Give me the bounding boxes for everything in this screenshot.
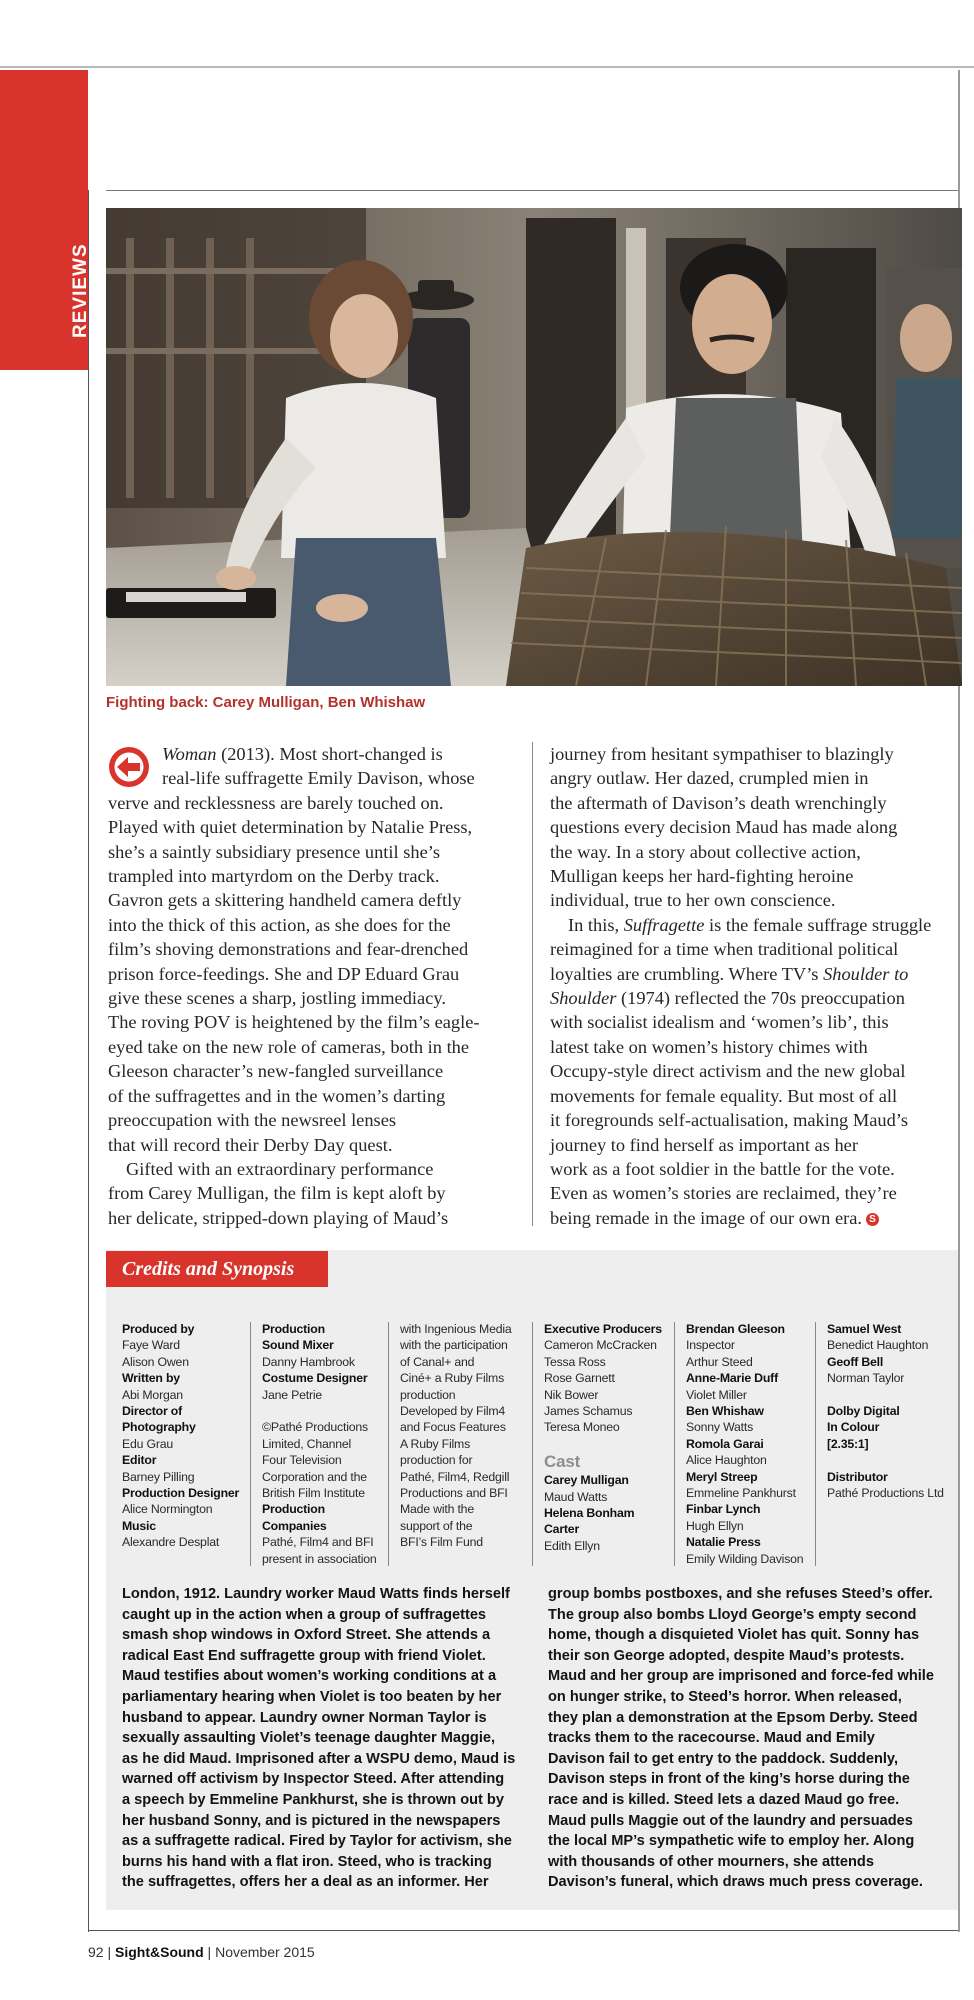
credits-name: British Film Institute [262, 1486, 365, 1501]
credits-name: Danny Hambrook [262, 1354, 355, 1369]
credits-name: Made with the [400, 1502, 474, 1517]
credits-role: Helena Bonham [544, 1506, 635, 1521]
credits-divider [532, 1322, 533, 1566]
photo-caption: Fighting back: Carey Mulligan, Ben Whishaw [106, 694, 426, 711]
credits-role: Carey Mulligan [544, 1473, 629, 1488]
article-line: work as a foot soldier in the battle for the vote. [550, 1158, 895, 1179]
credits-role: [2.35:1] [827, 1436, 869, 1451]
article-line: of the suffragettes and in the women’s darting [108, 1085, 446, 1106]
article-line: real-life suffragette Emily Davison, whose [162, 768, 475, 789]
article-line [550, 1206, 960, 1230]
credits-role: Carter [544, 1522, 580, 1537]
credits-role: Samuel West [827, 1322, 902, 1336]
synopsis-line: burns his hand with a flat iron. Steed, who is tracking [122, 1853, 492, 1870]
synopsis-line: husband to appear. Laundry owner Norman Taylor is [122, 1709, 487, 1726]
article-line: Gavron gets a skittering handheld camera deftly [108, 890, 462, 911]
article-line: angry outlaw. Her dazed, crumpled mien in [550, 768, 869, 789]
synopsis-line: tracks them to the racecourse. Maud and Emily [548, 1730, 875, 1747]
synopsis-line: her husband Sonny, and is pictured in the newspapers [122, 1812, 501, 1829]
article-line: she’s a saintly subsidiary presence until she’s [108, 841, 440, 862]
page-footer [88, 1944, 315, 1960]
article-line: from Carey Mulligan, the film is kept aloft by [108, 1183, 446, 1204]
synopsis-line: London, 1912. Laundry worker Maud Watts finds herself [122, 1586, 510, 1602]
article-last-line: being remade in the image of our own era. [550, 1207, 863, 1228]
credits-role: Music [122, 1518, 156, 1533]
credits-name: Norman Taylor [827, 1371, 905, 1386]
credits-name: with Ingenious Media [400, 1322, 512, 1336]
credits-name: Benedict Haughton [827, 1338, 929, 1353]
credits-role: Brendan Gleeson [686, 1322, 785, 1336]
footer-separator: | [207, 1944, 212, 1960]
credits-spacer [262, 1403, 394, 1419]
credits-name: Alice Haughton [686, 1453, 767, 1468]
film-still-photo [106, 208, 962, 686]
article-line: Shoulder (1974) reflected the 70s preoccupation [550, 988, 905, 1009]
magazine-name: Sight&Sound [115, 1944, 204, 1960]
top-rule [0, 66, 974, 68]
credits-role: Romola Garai [686, 1436, 764, 1451]
credits-divider [674, 1322, 675, 1566]
credits-role: Anne-Marie Duff [686, 1371, 778, 1386]
credits-role: Sound Mixer [262, 1338, 334, 1353]
credits-role: Editor [122, 1453, 157, 1468]
end-of-article-icon: S [866, 1213, 879, 1226]
article-line: preoccupation with the newsreel lenses [108, 1110, 397, 1131]
credits-name: Violet Miller [686, 1387, 747, 1402]
synopsis-line: Davison fail to get entry to the paddock. Suddenly, [548, 1750, 899, 1767]
article-line: trampled into martyrdom on the Derby track. [108, 866, 440, 887]
credits-role: Production [262, 1502, 325, 1517]
credits-column-1 [122, 1321, 254, 1551]
article-line: individual, true to her own conscience. [550, 890, 836, 911]
synopsis-line: on hunger strike, to Steed’s horror. When released, [548, 1688, 902, 1705]
credits-role: Produced by [122, 1322, 195, 1336]
synopsis-line: parliamentary hearing when Violet is too beaten by her [122, 1688, 502, 1705]
synopsis-column-right [548, 1584, 948, 1893]
article-line: Occupy-style direct activism and the new global [550, 1061, 906, 1082]
credits-name: with the participation [400, 1338, 508, 1353]
issue-date: November 2015 [215, 1944, 315, 1960]
synopsis-line: they plan a demonstration at the Epsom Derby. Steed [548, 1709, 918, 1726]
synopsis-line: sexually assaulting Violet’s teenage daughter Maggie, [122, 1730, 496, 1747]
credits-name: Inspector [686, 1338, 735, 1353]
credits-name: Four Television [262, 1453, 342, 1468]
credits-name: Barney Pilling [122, 1469, 195, 1484]
article-line: Woman (2013). Most short-changed is [162, 744, 443, 764]
article-line: the way. In a story about collective action, [550, 841, 861, 862]
credits-name: Limited, Channel [262, 1436, 352, 1451]
credits-role: Ben Whishaw [686, 1404, 764, 1419]
credits-name: Jane Petrie [262, 1387, 323, 1402]
credits-name: Ciné+ a Ruby Films [400, 1371, 505, 1386]
synopsis-column-left [122, 1584, 522, 1893]
synopsis-line: with thousands of other mourners, she attends [548, 1853, 874, 1870]
article-line: Gleeson character’s new-fangled surveillance [108, 1061, 444, 1082]
article-line: journey to find herself as important as her [550, 1134, 858, 1155]
credits-name: Productions and BFI [400, 1486, 508, 1501]
credits-role: Executive Producers [544, 1322, 662, 1336]
article-column-left [108, 742, 514, 1230]
credits-divider [250, 1322, 251, 1566]
article-line: film’s shoving demonstrations and fear-drenched [108, 939, 469, 960]
article-line: into the thick of this action, as she does for the [108, 914, 451, 935]
credits-name: Alexandre Desplat [122, 1535, 220, 1550]
credits-name: Edith Ellyn [544, 1538, 600, 1553]
credits-spacer [827, 1452, 959, 1468]
film-still-illustration [106, 208, 962, 686]
synopsis-line: The group also bombs Lloyd George’s empty second [548, 1606, 917, 1623]
credits-spacer [544, 1436, 676, 1452]
article-line: Played with quiet determination by Natalie Press, [108, 817, 473, 838]
synopsis-line: warned off activism by Inspector Steed. After attending [122, 1771, 505, 1788]
left-margin-rule [88, 190, 89, 1932]
credits-name: Tessa Ross [544, 1354, 606, 1369]
article-line: prison force-feedings. She and DP Eduard Grau [108, 963, 460, 984]
synopsis-line: home, though a disquieted Violet has quit. Sonny has [548, 1627, 920, 1644]
credits-name: Alison Owen [122, 1354, 189, 1369]
article-line: reimagined for a time when traditional political [550, 939, 899, 960]
synopsis-line: race and is killed. Steed lets a dazed Maud go free. [548, 1791, 900, 1808]
credits-role: Companies [262, 1518, 327, 1533]
credits-role: Finbar Lynch [686, 1502, 761, 1517]
credits-role: Written by [122, 1371, 180, 1386]
article-line: give these scenes a sharp, jostling immediacy. [108, 988, 446, 1009]
synopsis-line: Davison’s funeral, which draws much press coverage. [548, 1874, 923, 1891]
synopsis-line: radical East End suffragette group with friend Violet. [122, 1647, 486, 1664]
credits-name: Pathé, Film4 and BFI [262, 1535, 374, 1550]
credits-role: Distributor [827, 1469, 888, 1484]
credits-name: Emmeline Pankhurst [686, 1486, 796, 1501]
article-column-right [550, 742, 960, 1230]
credits-name: Rose Garnett [544, 1371, 615, 1386]
credits-name: Edu Grau [122, 1436, 174, 1451]
synopsis-line: as he did Maud. Imprisoned after a WSPU demo, Maud is [122, 1750, 516, 1767]
synopsis-line: Maud testifies about women’s working conditions at a [122, 1668, 497, 1685]
credits-name: present in association [262, 1551, 377, 1566]
credits-name: Faye Ward [122, 1338, 180, 1353]
article-line: verve and recklessness are barely touched on. [108, 792, 444, 813]
credits-divider [815, 1322, 816, 1566]
credits-name: A Ruby Films [400, 1436, 471, 1451]
synopsis-line: the suffragettes, offers her a deal as an informer. Her [122, 1874, 489, 1891]
credits-name: production [400, 1387, 456, 1402]
credits-role: Production [262, 1322, 325, 1336]
article-line: questions every decision Maud has made along [550, 817, 898, 838]
credits-name: Teresa Moneo [544, 1420, 620, 1435]
synopsis-line: their son George adopted, despite Maud’s protests. [548, 1647, 905, 1664]
synopsis-line: as a suffragette radical. Fired by Taylor for activism, she [122, 1833, 512, 1850]
credits-name: Sonny Watts [686, 1420, 754, 1435]
article-line: journey from hesitant sympathiser to blazingly [550, 744, 894, 764]
article-line: the aftermath of Davison’s death wrenchingly [550, 792, 887, 813]
synopsis-line: smash shop windows in Oxford Street. She attends a [122, 1627, 491, 1644]
credits-role: In Colour [827, 1420, 880, 1435]
credits-name: James Schamus [544, 1404, 633, 1419]
credits-name: Hugh Ellyn [686, 1518, 744, 1533]
column-divider [532, 742, 533, 1226]
synopsis-line: caught up in the action when a group of suffragettes [122, 1606, 487, 1623]
article-line: In this, Suffragette is the female suffrage struggle [568, 914, 932, 935]
credits-name: Nik Bower [544, 1387, 599, 1402]
article-line: it foregrounds self-actualisation, making Maud’s [550, 1110, 909, 1131]
credits-name: of Canal+ and [400, 1354, 475, 1369]
synopsis-line: a speech by Emmeline Pankhurst, she is thrown out by [122, 1791, 504, 1808]
article-line: with socialist idealism and ‘women’s lib’, this [550, 1012, 889, 1033]
credits-name: BFI’s Film Fund [400, 1535, 483, 1550]
page-number: 92 [88, 1944, 104, 1960]
article-line: Mulligan keeps her hard-fighting heroine [550, 866, 854, 887]
credits-name: Pathé Productions Ltd [827, 1486, 944, 1501]
article-line: latest take on women’s history chimes with [550, 1036, 868, 1057]
synopsis-line: Davison steps in front of the king’s horse during the [548, 1771, 910, 1788]
credits-name: Pathé, Film4, Redgill [400, 1469, 510, 1484]
credits-role: Production Designer [122, 1486, 240, 1501]
credits-name: Abi Morgan [122, 1387, 183, 1402]
credits-section-heading: Cast [544, 1452, 581, 1472]
article-line: that will record their Derby Day quest. [108, 1134, 393, 1155]
bottom-rule [88, 1930, 958, 1931]
credits-name: Corporation and the [262, 1469, 367, 1484]
credits-column-2 [262, 1321, 394, 1567]
credits-column-5 [686, 1321, 818, 1567]
article-line: Even as women’s stories are reclaimed, they’re [550, 1183, 897, 1204]
credits-column-6 [827, 1321, 959, 1501]
credits-column-4 [544, 1321, 676, 1554]
credits-column-3 [400, 1321, 532, 1551]
credits-name: and Focus Features [400, 1420, 506, 1435]
credits-role: Costume Designer [262, 1371, 368, 1386]
article-line: eyed take on the new role of cameras, both in the [108, 1036, 470, 1057]
credits-name: Emily Wilding Davison [686, 1551, 804, 1566]
synopsis-line: Maud pulls Maggie out of the laundry and persuades [548, 1812, 913, 1829]
credits-name: Developed by Film4 [400, 1404, 506, 1419]
article-line: loyalties are crumbling. Where TV’s Shoulder to [550, 963, 909, 984]
synopsis-line: Maud and her group are imprisoned and force-fed while [548, 1668, 934, 1685]
synopsis-line: group bombs postboxes, and she refuses Steed’s offer. [548, 1586, 933, 1602]
article-line: Gifted with an extraordinary performance [126, 1158, 434, 1179]
footer-separator: | [107, 1944, 112, 1960]
credits-divider [388, 1322, 389, 1566]
credits-name: Maud Watts [544, 1489, 608, 1504]
credits-role: Geoff Bell [827, 1354, 884, 1369]
credits-name: Arthur Steed [686, 1354, 753, 1369]
credits-name: production for [400, 1453, 473, 1468]
header-rule [106, 190, 958, 191]
credits-role: Photography [122, 1420, 196, 1435]
credits-name: ©Pathé Productions [262, 1420, 368, 1435]
section-label: REVIEWS [70, 243, 91, 338]
credits-heading: Credits and Synopsis [106, 1251, 328, 1287]
credits-role: Natalie Press [686, 1535, 761, 1550]
article-line: her delicate, stripped-down playing of Maud’s [108, 1207, 449, 1228]
section-tab [0, 70, 91, 370]
credits-role: Meryl Streep [686, 1469, 758, 1484]
credits-role: Director of [122, 1404, 182, 1419]
credits-role: Dolby Digital [827, 1404, 900, 1419]
article-line: The roving POV is heightened by the film’s eagle- [108, 1012, 480, 1033]
credits-name: Alice Normington [122, 1502, 213, 1517]
article-line: movements for female equality. But most of all [550, 1085, 898, 1106]
synopsis-line: the local MP’s sympathetic wife to employ her. Along [548, 1833, 915, 1850]
credits-spacer [827, 1387, 959, 1403]
credits-name: support of the [400, 1518, 473, 1533]
credits-name: Cameron McCracken [544, 1338, 657, 1353]
